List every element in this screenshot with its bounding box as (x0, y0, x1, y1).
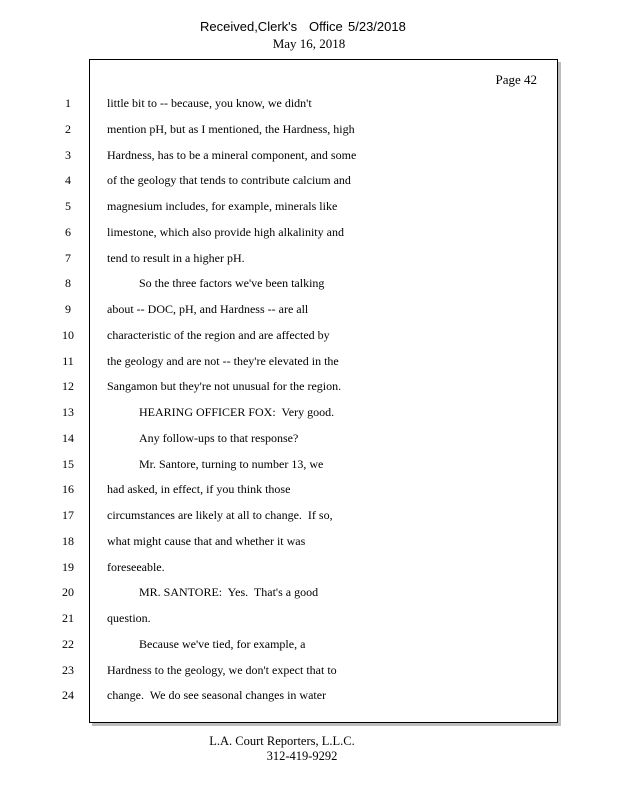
line-number: 11 (62, 354, 74, 368)
line-number: 2 (65, 122, 71, 136)
transcript-line: Sangamon but they're not unusual for the region. (107, 379, 342, 393)
line-number: 16 (62, 482, 74, 496)
transcript-line: question. (107, 611, 151, 625)
transcript-line: limestone, which also provide high alkalinity and (107, 225, 344, 239)
line-number: 15 (62, 457, 74, 471)
line-number: 14 (62, 431, 74, 445)
transcript-line: Any follow-ups to that response? (139, 431, 299, 445)
line-number: 8 (65, 276, 71, 290)
stamp-office: Office (309, 19, 343, 34)
transcript-line: the geology and are not -- they're elevated in the (107, 354, 339, 368)
transcript-line: So the three factors we've been talking (139, 276, 325, 290)
line-number: 18 (62, 534, 74, 548)
line-number: 5 (65, 199, 71, 213)
line-number: 9 (65, 302, 71, 316)
line-number: 12 (62, 379, 74, 393)
reporter-phone: 312-419-9292 (266, 749, 338, 763)
line-number: 1 (65, 96, 71, 110)
transcript-date: May 16, 2018 (272, 36, 346, 51)
page-number: Page 42 (495, 72, 537, 87)
transcript-line: MR. SANTORE: Yes. That's a good (139, 585, 319, 599)
transcript-line: magnesium includes, for example, minerals like (107, 199, 338, 213)
transcript-line: characteristic of the region and are affected by (107, 328, 330, 342)
line-number: 4 (65, 173, 71, 187)
transcript-line: Hardness to the geology, we don't expect that to (107, 663, 337, 677)
transcript-line: mention pH, but as I mentioned, the Hardness, high (107, 122, 355, 136)
line-number: 22 (62, 637, 74, 651)
line-number: 20 (62, 585, 74, 599)
line-number: 6 (65, 225, 71, 239)
transcript-line: had asked, in effect, if you think those (107, 482, 291, 496)
transcript-line: little bit to -- because, you know, we didn't (107, 96, 312, 110)
transcript-line: Mr. Santore, turning to number 13, we (139, 457, 324, 471)
transcript-line: Because we've tied, for example, a (139, 637, 306, 651)
line-number: 17 (62, 508, 74, 522)
transcript-line: foreseeable. (107, 560, 165, 574)
stamp-received: Received,Clerk's (200, 19, 298, 34)
transcript-line: about -- DOC, pH, and Hardness -- are all (107, 302, 309, 316)
transcript-line: Hardness, has to be a mineral component, and some (107, 148, 357, 162)
reporter-company: L.A. Court Reporters, L.L.C. (209, 734, 355, 748)
line-number: 19 (62, 560, 74, 574)
transcript-line: HEARING OFFICER FOX: Very good. (139, 405, 335, 419)
line-number: 7 (65, 251, 71, 265)
transcript-line: of the geology that tends to contribute calcium and (107, 173, 351, 187)
transcript-line: tend to result in a higher pH. (107, 251, 245, 265)
transcript-line: what might cause that and whether it was (107, 534, 306, 548)
line-number: 21 (62, 611, 74, 625)
line-number: 3 (65, 148, 71, 162)
stamp-date: 5/23/2018 (348, 19, 406, 34)
line-number: 23 (62, 663, 74, 677)
line-number: 24 (62, 688, 74, 702)
transcript-line: circumstances are likely at all to change. If so, (107, 508, 333, 522)
line-number: 13 (62, 405, 74, 419)
transcript-line: change. We do see seasonal changes in water (107, 688, 327, 702)
line-number: 10 (62, 328, 74, 342)
